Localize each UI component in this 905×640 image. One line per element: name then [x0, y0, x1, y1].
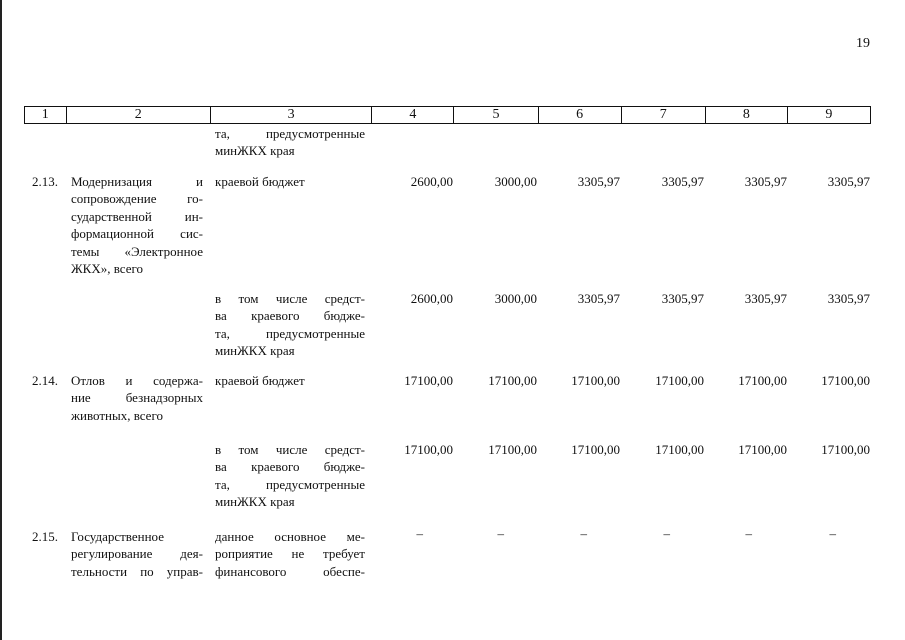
source-line: финансового обеспе- [215, 563, 365, 579]
sub-value-cell: 17100,00 [488, 442, 537, 457]
sub-source-line: минЖКХ края [215, 343, 295, 359]
row-name-cell [71, 372, 203, 424]
source-cell: краевой бюджет [215, 174, 305, 189]
header-col-7: 7 [622, 107, 706, 123]
value-cell: 3305,97 [577, 174, 620, 189]
page-number: 19 [856, 36, 870, 51]
source-line: данное основное ме- [215, 529, 365, 544]
row-name-line: сопровождение го- [71, 191, 203, 207]
cont-source-cell [215, 125, 365, 160]
row-name-line: регулирование дея- [71, 546, 203, 562]
value-cell: 3305,97 [661, 174, 704, 189]
sub-source-line: в том числе средст- [215, 291, 365, 306]
header-col-5: 5 [454, 107, 538, 123]
row-name-cell [71, 173, 203, 277]
header-col-6: 6 [539, 107, 622, 123]
row-number: 2.14. [32, 373, 58, 388]
value-dash: – [416, 526, 423, 541]
value-cell: 17100,00 [488, 373, 537, 388]
sub-value-cell: 3305,97 [661, 291, 704, 306]
sub-source-line: в том числе средст- [215, 442, 365, 457]
value-dash: – [497, 526, 504, 541]
source-line: роприятие не требует [215, 546, 365, 562]
value-cell: 17100,00 [404, 373, 453, 388]
header-col-4: 4 [372, 107, 454, 123]
value-cell: 17100,00 [571, 373, 620, 388]
value-cell: 17100,00 [655, 373, 704, 388]
row-name-line: темы «Электронное [71, 243, 203, 259]
row-name-line: Модернизация и [71, 174, 203, 189]
value-dash: – [829, 526, 836, 541]
table-header-row [24, 106, 871, 124]
row-name-line: ние безнадзорных [71, 390, 203, 406]
row-name-line: Отлов и содержа- [71, 373, 203, 388]
source-cell [215, 528, 365, 580]
sub-value-cell: 3000,00 [494, 291, 537, 306]
row-name-line: тельности по управ- [71, 563, 203, 579]
cont-source-line: минЖКХ края [215, 143, 295, 159]
page-left-edge [0, 0, 2, 640]
sub-value-cell: 2600,00 [410, 291, 453, 306]
sub-value-cell: 17100,00 [404, 442, 453, 457]
value-cell: 3000,00 [494, 174, 537, 189]
value-dash: – [745, 526, 752, 541]
sub-value-cell: 17100,00 [821, 442, 870, 457]
header-col-3: 3 [211, 107, 372, 123]
header-col-8: 8 [706, 107, 788, 123]
header-col-2: 2 [67, 107, 211, 123]
source-cell: краевой бюджет [215, 373, 305, 388]
cont-source-line: та, предусмотренные [215, 126, 365, 141]
sub-source-line: минЖКХ края [215, 494, 295, 510]
header-col-9: 9 [788, 107, 871, 123]
row-name-cell [71, 528, 203, 580]
row-name-line: животных, всего [71, 407, 163, 423]
value-cell: 17100,00 [821, 373, 870, 388]
sub-value-cell: 3305,97 [744, 291, 787, 306]
sub-source-cell [215, 290, 365, 360]
value-cell: 3305,97 [827, 174, 870, 189]
sub-source-cell [215, 441, 365, 511]
sub-source-line: ва краевого бюдже- [215, 308, 365, 324]
sub-source-line: та, предусмотренные [215, 476, 365, 492]
value-dash: – [663, 526, 670, 541]
sub-value-cell: 17100,00 [655, 442, 704, 457]
sub-value-cell: 3305,97 [577, 291, 620, 306]
sub-source-line: та, предусмотренные [215, 325, 365, 341]
value-cell: 3305,97 [744, 174, 787, 189]
value-cell: 17100,00 [738, 373, 787, 388]
sub-value-cell: 17100,00 [738, 442, 787, 457]
header-col-1: 1 [25, 107, 67, 123]
sub-value-cell: 17100,00 [571, 442, 620, 457]
sub-source-line: ва краевого бюдже- [215, 459, 365, 475]
value-cell: 2600,00 [410, 174, 453, 189]
value-dash: – [580, 526, 587, 541]
sub-value-cell: 3305,97 [827, 291, 870, 306]
row-name-line: Государственное [71, 529, 164, 544]
row-number: 2.15. [32, 529, 58, 544]
row-number: 2.13. [32, 174, 58, 189]
row-name-line: формационной сис- [71, 226, 203, 242]
row-name-line: сударственной ин- [71, 208, 203, 224]
row-name-line: ЖКХ», всего [71, 261, 143, 277]
